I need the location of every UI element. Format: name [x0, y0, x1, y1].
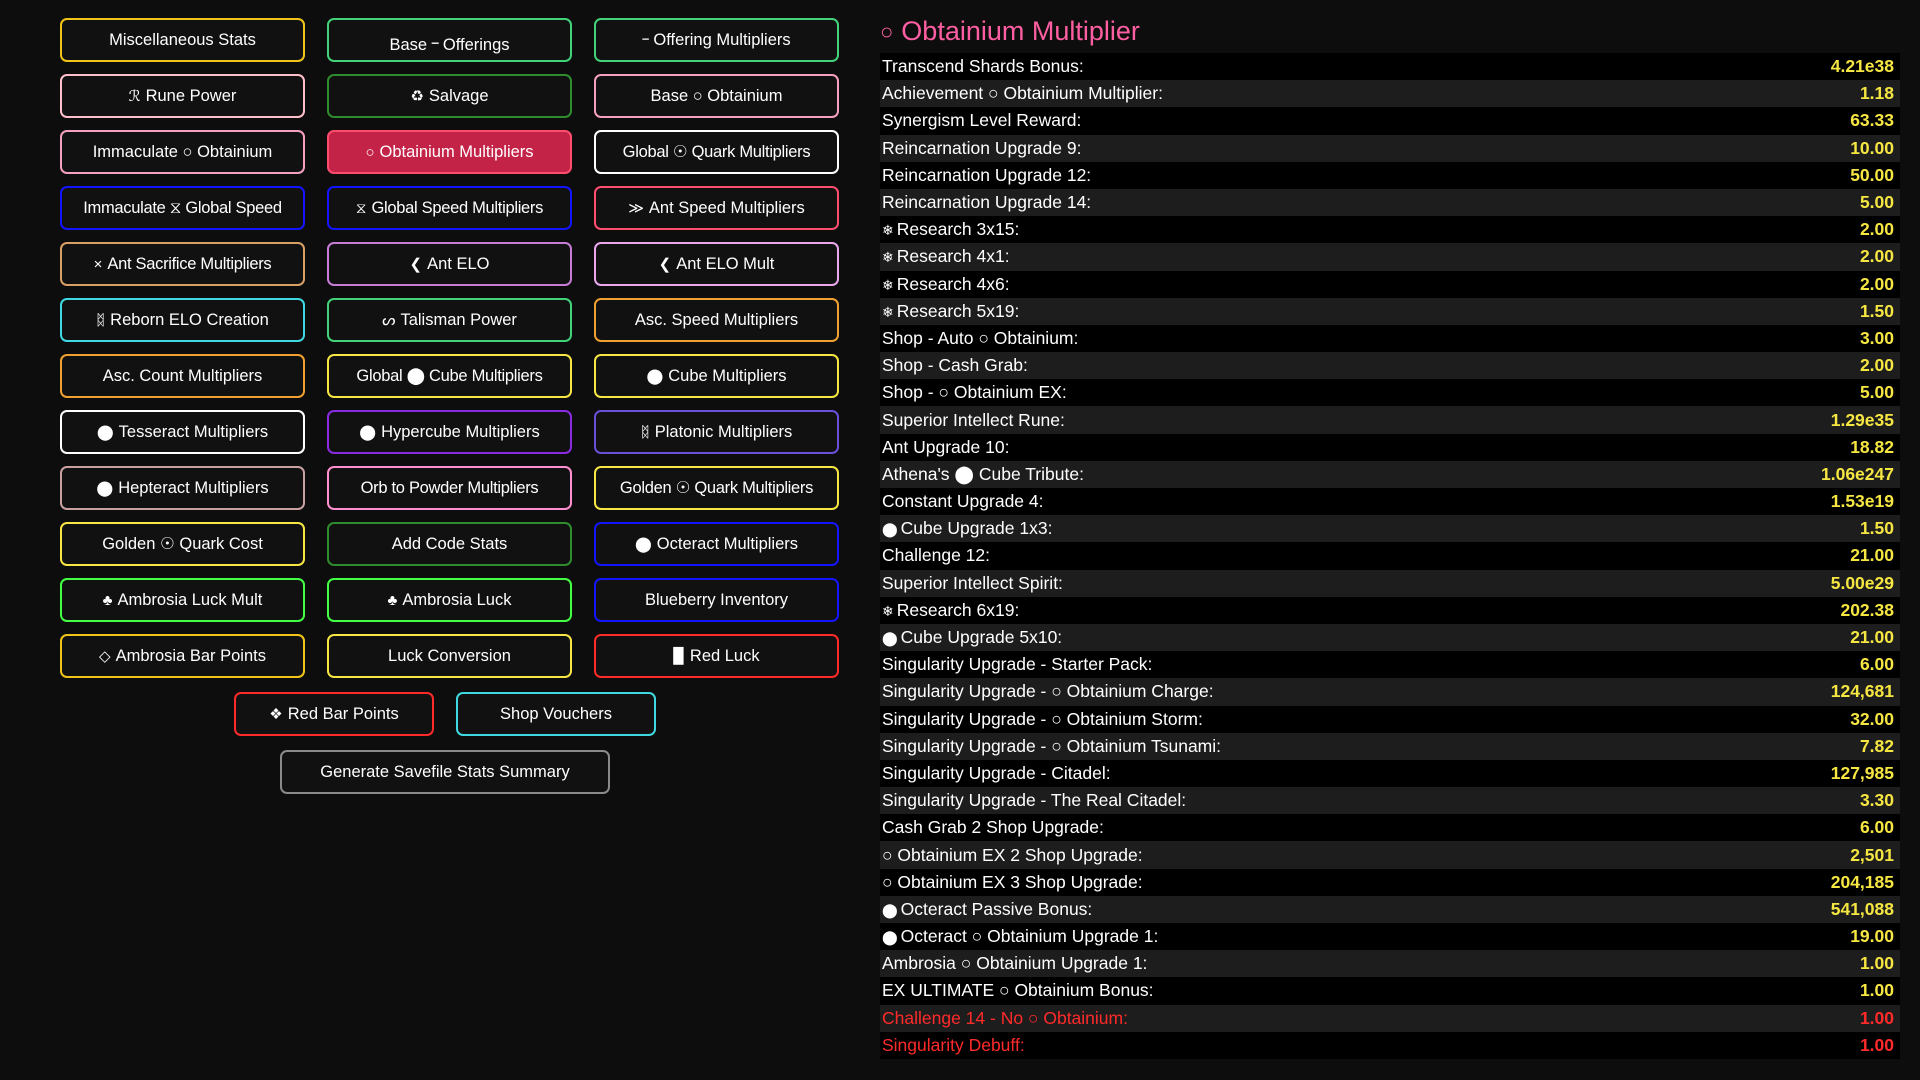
- stat-row-label: [882, 817, 1104, 838]
- button-glyph-icon: ⬤: [635, 535, 652, 553]
- stat-row-label: [882, 56, 1084, 77]
- stat-button-golden-quark-multipliers[interactable]: [594, 466, 839, 510]
- button-glyph-icon: ᛥ: [96, 311, 106, 329]
- stat-row-label-text: Octeract Passive Bonus:: [900, 898, 1093, 919]
- stat-row: [880, 434, 1900, 461]
- stat-row-label-text: Ant Upgrade 10:: [882, 436, 1010, 457]
- stat-row-glyph-icon: ❄: [882, 222, 894, 239]
- stat-row: [880, 189, 1900, 216]
- button-label: Ant Speed Multipliers: [648, 198, 805, 217]
- stat-button-octeract-multipliers[interactable]: [594, 522, 839, 566]
- stat-row: [880, 488, 1900, 515]
- button-label: Golden ☉ Quark Cost: [102, 535, 263, 553]
- stat-row-value: 50.00: [1850, 164, 1894, 185]
- stat-row-label: [882, 192, 1091, 213]
- stat-row-value: 541,088: [1830, 898, 1894, 919]
- button-glyph-icon: ○: [365, 143, 375, 161]
- button-glyph-icon: ♻: [410, 87, 424, 105]
- stat-row-value: 19.00: [1850, 926, 1894, 947]
- stat-row-label-text: Cube Upgrade 1x3:: [900, 518, 1053, 539]
- stat-row: [880, 162, 1900, 189]
- stat-row-value: 7.82: [1859, 735, 1894, 756]
- stat-row-label: [882, 790, 1186, 811]
- stat-row-label-text: Constant Upgrade 4:: [882, 491, 1044, 512]
- stat-row-label: [882, 246, 1010, 267]
- button-label: Ant Sacrifice Multipliers: [107, 254, 272, 273]
- stat-row: [880, 1032, 1900, 1059]
- stat-row-label-text: Research 4x1:: [896, 246, 1010, 267]
- stat-row: [880, 597, 1900, 624]
- stat-row: [880, 651, 1900, 678]
- button-glyph-icon: ❮: [409, 255, 423, 273]
- stat-row-label-text: Ambrosia ○ Obtainium Upgrade 1:: [882, 953, 1148, 974]
- stat-button-global-quark-multipliers[interactable]: [594, 130, 839, 174]
- button-label: Octeract Multipliers: [656, 534, 798, 553]
- button-label: Hypercube Multipliers: [381, 422, 540, 441]
- stat-row: [880, 923, 1900, 950]
- button-label: Tesseract Multipliers: [118, 422, 269, 441]
- button-label: Hepteract Multipliers: [118, 478, 269, 497]
- stat-row-label: [882, 410, 1065, 431]
- button-label: Global ⬤ Cube Multipliers: [356, 367, 543, 385]
- button-glyph-icon: ♣: [387, 591, 398, 609]
- stat-row: [880, 325, 1900, 352]
- stat-button-add-code-stats[interactable]: [327, 522, 572, 566]
- stat-row-label: [882, 736, 1221, 757]
- stat-row-label-text: Cash Grab 2 Shop Upgrade:: [882, 817, 1104, 838]
- stat-button-luck-conversion[interactable]: [327, 634, 572, 678]
- stat-row-value: 6.00: [1859, 817, 1894, 838]
- stat-button-red-luck[interactable]: [594, 634, 839, 678]
- stat-row-label-text: Reincarnation Upgrade 14:: [882, 192, 1092, 213]
- stat-row: [880, 733, 1900, 760]
- stat-row-label: [882, 872, 1143, 893]
- stat-row: [880, 570, 1900, 597]
- stat-row-label: [882, 138, 1081, 159]
- stat-row-value: 1.18: [1859, 83, 1894, 104]
- button-label: Cube Multipliers: [668, 366, 787, 385]
- stat-button-immaculate-obtainium[interactable]: [60, 130, 305, 174]
- stat-row-glyph-icon: ❄: [882, 249, 894, 266]
- button-glyph-icon: ♣: [102, 591, 113, 609]
- stat-row-label-text: Research 4x6:: [896, 273, 1010, 294]
- stat-row-label-text: Research 6x19:: [896, 599, 1020, 620]
- stat-row-label: [882, 681, 1214, 702]
- button-label: Talisman Power: [400, 310, 517, 329]
- button-label: Ambrosia Luck Mult: [117, 590, 263, 609]
- stat-button-ambrosia-luck[interactable]: [327, 578, 572, 622]
- button-label: Rune Power: [145, 86, 237, 105]
- stat-row-label-text: Athena's ⬤ Cube Tribute:: [882, 463, 1084, 484]
- button-label: Immaculate ○ Obtainium: [92, 142, 273, 161]
- button-label: Global ☉ Quark Multipliers: [622, 143, 811, 161]
- stat-row-value: 21.00: [1850, 545, 1894, 566]
- stat-row-label-text: Reincarnation Upgrade 12:: [882, 164, 1092, 185]
- button-glyph-icon: ❮: [658, 255, 672, 273]
- stat-row-label-text: Shop - Cash Grab:: [882, 355, 1028, 376]
- stat-button-golden-quark-cost[interactable]: [60, 522, 305, 566]
- stat-row-label: [882, 219, 1019, 240]
- stat-row-label: [882, 545, 990, 566]
- stat-row-label: [882, 274, 1010, 295]
- stat-row-value: 10.00: [1850, 137, 1894, 158]
- button-glyph-icon: ⧖: [355, 199, 367, 217]
- stat-row-value: 1.00: [1859, 1007, 1894, 1028]
- stat-button-rune-power[interactable]: [60, 74, 305, 118]
- stat-button-tesseract-multipliers[interactable]: [60, 410, 305, 454]
- stat-row: [880, 869, 1900, 896]
- stat-row-label: [882, 573, 1063, 594]
- button-label: Luck Conversion: [388, 646, 511, 665]
- stat-row-label-text: Singularity Upgrade - ○ Obtainium Tsunami:: [882, 735, 1222, 756]
- stat-row-label-text: Singularity Upgrade - The Real Citadel:: [882, 790, 1187, 811]
- stat-row-label: [882, 600, 1019, 621]
- stat-row-label: [882, 1035, 1025, 1056]
- stat-row-label-text: ○ Obtainium EX 3 Shop Upgrade:: [882, 871, 1143, 892]
- stat-row-glyph-icon: ⬤: [882, 901, 898, 918]
- stat-row-label: [882, 491, 1044, 512]
- stat-row-label-text: EX ULTIMATE ○ Obtainium Bonus:: [882, 980, 1154, 1001]
- stat-row-glyph-icon: ⬤: [882, 929, 898, 946]
- stat-row-value: 1.29e35: [1830, 409, 1894, 430]
- page-title-text: Obtainium Multiplier: [901, 16, 1140, 46]
- button-glyph-icon: ᔕ: [382, 311, 396, 329]
- stat-row-label: [882, 980, 1154, 1001]
- button-label: Platonic Multipliers: [654, 422, 793, 441]
- stat-row-label-text: Singularity Debuff:: [882, 1034, 1025, 1055]
- stat-row-glyph-icon: ❄: [882, 602, 894, 619]
- stat-row: [880, 678, 1900, 705]
- stat-row-value: 3.30: [1859, 790, 1894, 811]
- button-label: Salvage: [428, 86, 489, 105]
- stat-row-label: [882, 845, 1143, 866]
- stat-row-label-text: Cube Upgrade 5x10:: [900, 627, 1063, 648]
- stat-row-value: 2,501: [1850, 844, 1894, 865]
- stat-row-label-text: Superior Intellect Rune:: [882, 409, 1065, 430]
- obtainium-multiplier-panel: [860, 0, 1920, 1080]
- stat-row: [880, 841, 1900, 868]
- stat-row-label: [882, 926, 1158, 947]
- button-label: Ambrosia Bar Points: [115, 646, 266, 665]
- stat-row: [880, 1005, 1900, 1032]
- stat-row-label-text: Research 3x15:: [896, 219, 1020, 240]
- stat-row-value: 32.00: [1850, 708, 1894, 729]
- button-label: Immaculate ⧖ Global Speed: [83, 198, 282, 217]
- stat-row: [880, 80, 1900, 107]
- stat-row: [880, 461, 1900, 488]
- stat-row: [880, 515, 1900, 542]
- stat-button-offering-multipliers[interactable]: [594, 18, 839, 62]
- button-glyph-icon: ×: [93, 255, 103, 273]
- stat-button-talisman-power[interactable]: [327, 298, 572, 342]
- page-title: [880, 16, 1900, 47]
- stat-row-label-text: Shop - Auto ○ Obtainium:: [882, 327, 1079, 348]
- stat-row-list: [880, 53, 1900, 1059]
- stat-row-label: [882, 899, 1092, 920]
- stat-button-asc-count-multipliers[interactable]: [60, 354, 305, 398]
- stat-row-label: [882, 709, 1203, 730]
- button-glyph-icon: ⬤: [96, 479, 114, 497]
- button-label: Base ○ Obtainium: [650, 86, 783, 105]
- stat-row-label-text: Research 5x19:: [896, 300, 1020, 321]
- stat-row-value: 3.00: [1859, 327, 1894, 348]
- stat-row-label: [882, 763, 1111, 784]
- stat-row-glyph-icon: ❄: [882, 276, 894, 293]
- stat-button-ant-elo[interactable]: [327, 242, 572, 286]
- stat-row: [880, 135, 1900, 162]
- stat-button-blueberry-inventory[interactable]: [594, 578, 839, 622]
- stat-button-miscellaneous-stats[interactable]: [60, 18, 305, 62]
- stat-row: [880, 379, 1900, 406]
- stat-row-label-text: Challenge 12:: [882, 545, 990, 566]
- stat-row-value: 6.00: [1859, 654, 1894, 675]
- stat-row: [880, 53, 1900, 80]
- stat-button-asc-speed-multipliers[interactable]: [594, 298, 839, 342]
- generate-savefile-stats-summary-button[interactable]: [280, 750, 610, 794]
- stat-row-label: [882, 382, 1067, 403]
- button-label: Base ᠆ Offerings: [389, 35, 510, 54]
- button-glyph-icon: ⬤: [359, 423, 377, 441]
- button-label: Offering Multipliers: [653, 30, 791, 49]
- stat-row-label-text: Singularity Upgrade - Citadel:: [882, 762, 1111, 783]
- stats-button-panel: [0, 0, 860, 1080]
- stat-row: [880, 950, 1900, 977]
- stat-row-label-text: Challenge 14 - No ○ Obtainium:: [882, 1007, 1128, 1028]
- stat-row-label-text: Singularity Upgrade - ○ Obtainium Storm:: [882, 708, 1203, 729]
- stat-row-value: 1.06e247: [1821, 463, 1894, 484]
- stat-row-glyph-icon: ❄: [882, 303, 894, 320]
- stat-row-label: [882, 654, 1152, 675]
- stat-button-hepteract-multipliers[interactable]: [60, 466, 305, 510]
- stat-row-label: [882, 110, 1081, 131]
- stat-row-label-text: Singularity Upgrade - Starter Pack:: [882, 654, 1153, 675]
- stat-row-value: 21.00: [1850, 627, 1894, 648]
- stat-row-value: 1.00: [1859, 980, 1894, 1001]
- stat-row-label: [882, 1008, 1128, 1029]
- stat-button-global-cube-multipliers[interactable]: [327, 354, 572, 398]
- button-label: Miscellaneous Stats: [109, 30, 256, 49]
- stat-row-label: [882, 464, 1084, 485]
- stat-row-glyph-icon: ⬤: [882, 630, 898, 647]
- stat-row: [880, 216, 1900, 243]
- button-label: Blueberry Inventory: [644, 590, 789, 609]
- stat-button-ambrosia-bar-points[interactable]: [60, 634, 305, 678]
- button-glyph-icon: ▉: [673, 647, 685, 665]
- stat-row-value: 202.38: [1840, 599, 1894, 620]
- stat-row-value: 204,185: [1830, 871, 1894, 892]
- stat-row-label: [882, 328, 1078, 349]
- obtainium-circle-icon: ○: [880, 18, 894, 44]
- stat-button-reborn-elo-creation[interactable]: [60, 298, 305, 342]
- stat-row-value: 5.00e29: [1830, 572, 1894, 593]
- stat-button-base-obtainium[interactable]: [594, 74, 839, 118]
- stat-button-orb-to-powder-multipliers[interactable]: [327, 466, 572, 510]
- stat-row: [880, 760, 1900, 787]
- stat-row-label: [882, 301, 1019, 322]
- stat-button-ambrosia-luck-mult[interactable]: [60, 578, 305, 622]
- stat-row: [880, 624, 1900, 651]
- button-glyph-icon: ᠆: [642, 31, 649, 49]
- stat-row-value: 18.82: [1850, 436, 1894, 457]
- stat-button-red-bar-points[interactable]: [234, 692, 434, 736]
- stat-row-label-text: Synergism Level Reward:: [882, 110, 1082, 131]
- button-glyph-icon: ⬤: [96, 423, 114, 441]
- button-label: Ant ELO Mult: [676, 254, 775, 273]
- button-label: Asc. Count Multipliers: [102, 366, 263, 385]
- button-label: Obtainium Multipliers: [379, 142, 534, 161]
- stat-row-value: 2.00: [1859, 355, 1894, 376]
- stat-row-value: 1.00: [1859, 953, 1894, 974]
- stat-row: [880, 107, 1900, 134]
- stat-button-immaculate-global-speed[interactable]: [60, 186, 305, 230]
- stat-row-value: 2.00: [1859, 219, 1894, 240]
- button-glyph-icon: ❖: [269, 705, 283, 723]
- generate-savefile-stats-summary-label: Generate Savefile Stats Summary: [320, 762, 570, 781]
- button-glyph-icon: ⬤: [646, 367, 664, 385]
- button-label: Shop Vouchers: [500, 704, 612, 723]
- stat-row-label-text: Singularity Upgrade - ○ Obtainium Charge:: [882, 681, 1214, 702]
- button-label: Red Luck: [689, 646, 760, 665]
- stat-row-value: 127,985: [1830, 762, 1894, 783]
- stat-button-global-speed-multipliers[interactable]: [327, 186, 572, 230]
- stat-row-label-text: Shop - ○ Obtainium EX:: [882, 382, 1067, 403]
- stat-row: [880, 406, 1900, 433]
- stat-row-label: [882, 165, 1091, 186]
- stat-row-label-text: ○ Obtainium EX 2 Shop Upgrade:: [882, 844, 1143, 865]
- stat-row-value: 63.33: [1850, 110, 1894, 131]
- stat-row-label-text: Achievement ○ Obtainium Multiplier:: [882, 83, 1163, 104]
- stat-row-label: [882, 83, 1163, 104]
- stat-row-value: 1.53e19: [1830, 491, 1894, 512]
- stat-row-value: 1.50: [1859, 518, 1894, 539]
- stat-row-label: [882, 355, 1028, 376]
- stat-button-ant-sacrifice-multipliers[interactable]: [60, 242, 305, 286]
- stat-button-obtainium-multipliers[interactable]: [327, 130, 572, 174]
- button-label: Reborn ELO Creation: [110, 310, 269, 329]
- stat-button-bottom-row: [60, 692, 850, 736]
- stat-row: [880, 352, 1900, 379]
- stat-row-value: 1.50: [1859, 300, 1894, 321]
- stat-row-value: 2.00: [1859, 246, 1894, 267]
- button-label: Asc. Speed Multipliers: [634, 310, 799, 329]
- button-label: Global Speed Multipliers: [371, 198, 544, 217]
- stat-row-value: 5.00: [1859, 382, 1894, 403]
- stat-button-shop-vouchers[interactable]: [456, 692, 656, 736]
- stat-row: [880, 977, 1900, 1004]
- stat-row-label-text: Reincarnation Upgrade 9:: [882, 137, 1082, 158]
- stat-button-hypercube-multipliers[interactable]: [327, 410, 572, 454]
- button-glyph-icon: ◇: [99, 647, 111, 665]
- stat-button-base-offerings[interactable]: [327, 18, 572, 62]
- stat-row-label: [882, 627, 1062, 648]
- button-label: Ambrosia Luck: [402, 590, 512, 609]
- button-label: Red Bar Points: [287, 704, 399, 723]
- stat-row: [880, 542, 1900, 569]
- stat-row-label: [882, 437, 1009, 458]
- button-glyph-icon: ᛥ: [640, 423, 650, 441]
- stat-row-value: 2.00: [1859, 273, 1894, 294]
- stat-row: [880, 271, 1900, 298]
- generate-summary-row: [60, 750, 850, 794]
- stat-row-value: 4.21e38: [1830, 56, 1894, 77]
- stat-row-value: 1.00: [1859, 1034, 1894, 1055]
- stat-row-glyph-icon: ⬤: [882, 521, 898, 538]
- stat-button-cube-multipliers[interactable]: [594, 354, 839, 398]
- stat-row-label-text: Octeract ○ Obtainium Upgrade 1:: [900, 926, 1159, 947]
- stat-row: [880, 896, 1900, 923]
- stat-button-ant-elo-mult[interactable]: [594, 242, 839, 286]
- stat-row: [880, 814, 1900, 841]
- button-label: Ant ELO: [427, 254, 490, 273]
- button-glyph-icon: ≫: [628, 199, 644, 217]
- stat-button-grid: [60, 18, 850, 678]
- stat-row-label-text: Superior Intellect Spirit:: [882, 572, 1063, 593]
- stat-row-label: [882, 518, 1052, 539]
- stat-row: [880, 243, 1900, 270]
- stat-row-label-text: Transcend Shards Bonus:: [882, 56, 1084, 77]
- stat-row: [880, 787, 1900, 814]
- stat-row: [880, 706, 1900, 733]
- button-label: Orb to Powder Multipliers: [360, 478, 539, 497]
- stat-row-label: [882, 953, 1147, 974]
- stat-row-value: 5.00: [1859, 192, 1894, 213]
- button-label: Add Code Stats: [391, 534, 508, 553]
- stat-button-ant-speed-multipliers[interactable]: [594, 186, 839, 230]
- stat-button-platonic-multipliers[interactable]: [594, 410, 839, 454]
- stat-row: [880, 298, 1900, 325]
- stat-row-value: 124,681: [1830, 681, 1894, 702]
- button-glyph-icon: ℛ: [128, 87, 141, 105]
- button-label: Golden ☉ Quark Multipliers: [619, 479, 814, 497]
- stat-button-salvage[interactable]: [327, 74, 572, 118]
